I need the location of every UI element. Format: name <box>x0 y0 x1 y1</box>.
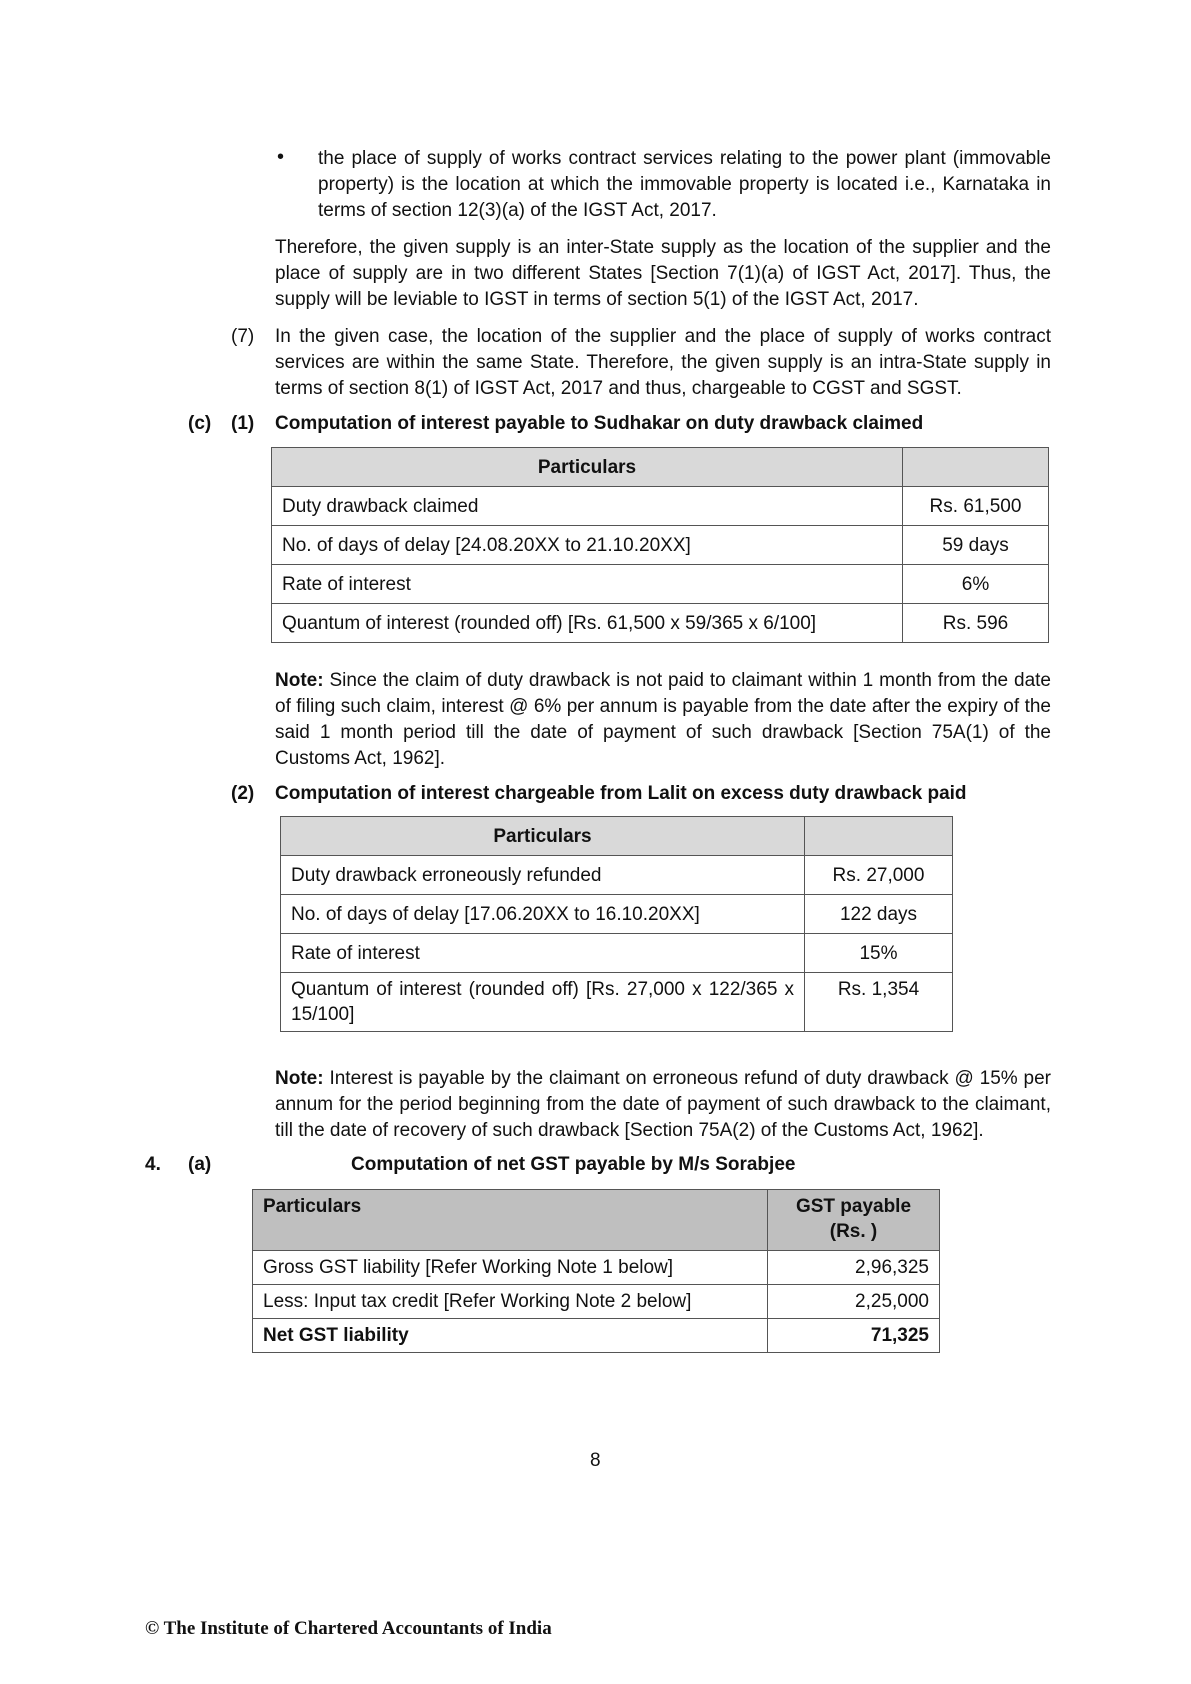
row-particular: Quantum of interest (rounded off) [Rs. 27,000 x 122/365 x 15/100] <box>281 973 805 1032</box>
total-amount: 71,325 <box>768 1319 940 1353</box>
question-4a-heading: Computation of net GST payable by M/s Sorabjee <box>351 1154 796 1175</box>
note-2 <box>275 1066 1051 1144</box>
interest-table-lalit <box>280 816 953 1032</box>
table-row <box>272 604 1049 643</box>
row-particular: Duty drawback erroneously refunded <box>281 856 805 895</box>
note-2-label: Note: <box>275 1068 324 1089</box>
total-label: Net GST liability <box>253 1319 768 1353</box>
column-header-gst-payable: GST payable (Rs. ) <box>768 1190 940 1251</box>
column-header-particulars: Particulars <box>272 448 903 487</box>
row-particular: Gross GST liability [Refer Working Note 1 below] <box>253 1251 768 1285</box>
column-header-particulars: Particulars <box>253 1190 768 1251</box>
table-row <box>272 526 1049 565</box>
table-row <box>281 895 953 934</box>
table-row <box>253 1285 940 1319</box>
footer-copyright: © The Institute of Chartered Accountants of India <box>145 1618 552 1639</box>
table-row <box>272 565 1049 604</box>
row-amount: Rs. 596 <box>903 604 1049 643</box>
table-row <box>281 973 953 1032</box>
section-c-2-heading: Computation of interest chargeable from Lalit on excess duty drawback paid <box>275 783 967 804</box>
row-particular: No. of days of delay [24.08.20XX to 21.10.20XX] <box>272 526 903 565</box>
table-header-row <box>281 817 953 856</box>
row-particular: Duty drawback claimed <box>272 487 903 526</box>
table-row <box>253 1251 940 1285</box>
column-header-amount <box>805 817 953 856</box>
bullet-marker: • <box>277 146 285 168</box>
table-header-row <box>272 448 1049 487</box>
row-particular: Rate of interest <box>281 934 805 973</box>
row-amount: 15% <box>805 934 953 973</box>
note-1-text: Since the claim of duty drawback is not paid to claimant within 1 month from the date of filing such claim, interest @ 6% per annum is payable from the date after the expiry of the said 1 month period till the date of payment of such drawback [Section 75A(1) of the Customs Act, 1962]. <box>275 670 1051 769</box>
table-row <box>281 934 953 973</box>
row-amount: 2,96,325 <box>768 1251 940 1285</box>
column-header-particulars: Particulars <box>281 817 805 856</box>
item-7-text: In the given case, the location of the supplier and the place of supply of works contract services are within the same State. Therefore, the given supply is an intra-State supply in terms of section 8(1) of IGST Act, 2017 and thus, chargeable to CGST and SGST. <box>275 326 1051 399</box>
row-amount: Rs. 1,354 <box>805 973 953 1032</box>
note-2-text: Interest is payable by the claimant on erroneous refund of duty drawback @ 15% per annum for the period beginning from the date of payment of such drawback to the claimant, till the date of recovery of such drawback [Section 75A(2) of the Customs Act, 1962]. <box>275 1068 1051 1141</box>
section-c-label: (c) <box>188 413 212 434</box>
row-particular: Rate of interest <box>272 565 903 604</box>
interest-table-sudhakar <box>271 447 1049 643</box>
row-amount: Rs. 27,000 <box>805 856 953 895</box>
table-total-row <box>253 1319 940 1353</box>
note-1-label: Note: <box>275 670 324 691</box>
gst-computation-table <box>252 1189 940 1353</box>
section-c-1-heading: Computation of interest payable to Sudhakar on duty drawback claimed <box>275 413 924 434</box>
table-row <box>281 856 953 895</box>
bullet-text: the place of supply of works contract services relating to the power plant (immovable property) is the location at which the immovable property is located i.e., Karnataka in terms of section 12(3)(a) of the IGST Act, 2017. <box>318 148 1051 221</box>
item-7-label: (7) <box>231 326 255 347</box>
row-amount: 122 days <box>805 895 953 934</box>
row-particular: No. of days of delay [17.06.20XX to 16.10.20XX] <box>281 895 805 934</box>
paragraph-therefore: Therefore, the given supply is an inter-State supply as the location of the supplier and the place of supply are in two different States [Section 7(1)(a) of IGST Act, 2017]. Thus, the supply will be leviable to IGST in terms of section 5(1) of the IGST Act, 2017. <box>275 237 1051 310</box>
question-part-label: (a) <box>188 1154 212 1175</box>
section-c-2-label: (2) <box>231 783 255 804</box>
row-particular: Less: Input tax credit [Refer Working Note 2 below] <box>253 1285 768 1319</box>
section-c-1-label: (1) <box>231 413 255 434</box>
table-header-row <box>253 1190 940 1251</box>
row-particular: Quantum of interest (rounded off) [Rs. 61,500 x 59/365 x 6/100] <box>272 604 903 643</box>
table-row <box>272 487 1049 526</box>
row-amount: 6% <box>903 565 1049 604</box>
column-header-amount <box>903 448 1049 487</box>
question-number: 4. <box>145 1154 161 1175</box>
row-amount: 59 days <box>903 526 1049 565</box>
page-number: 8 <box>590 1450 601 1471</box>
row-amount: Rs. 61,500 <box>903 487 1049 526</box>
row-amount: 2,25,000 <box>768 1285 940 1319</box>
note-1 <box>275 668 1051 772</box>
